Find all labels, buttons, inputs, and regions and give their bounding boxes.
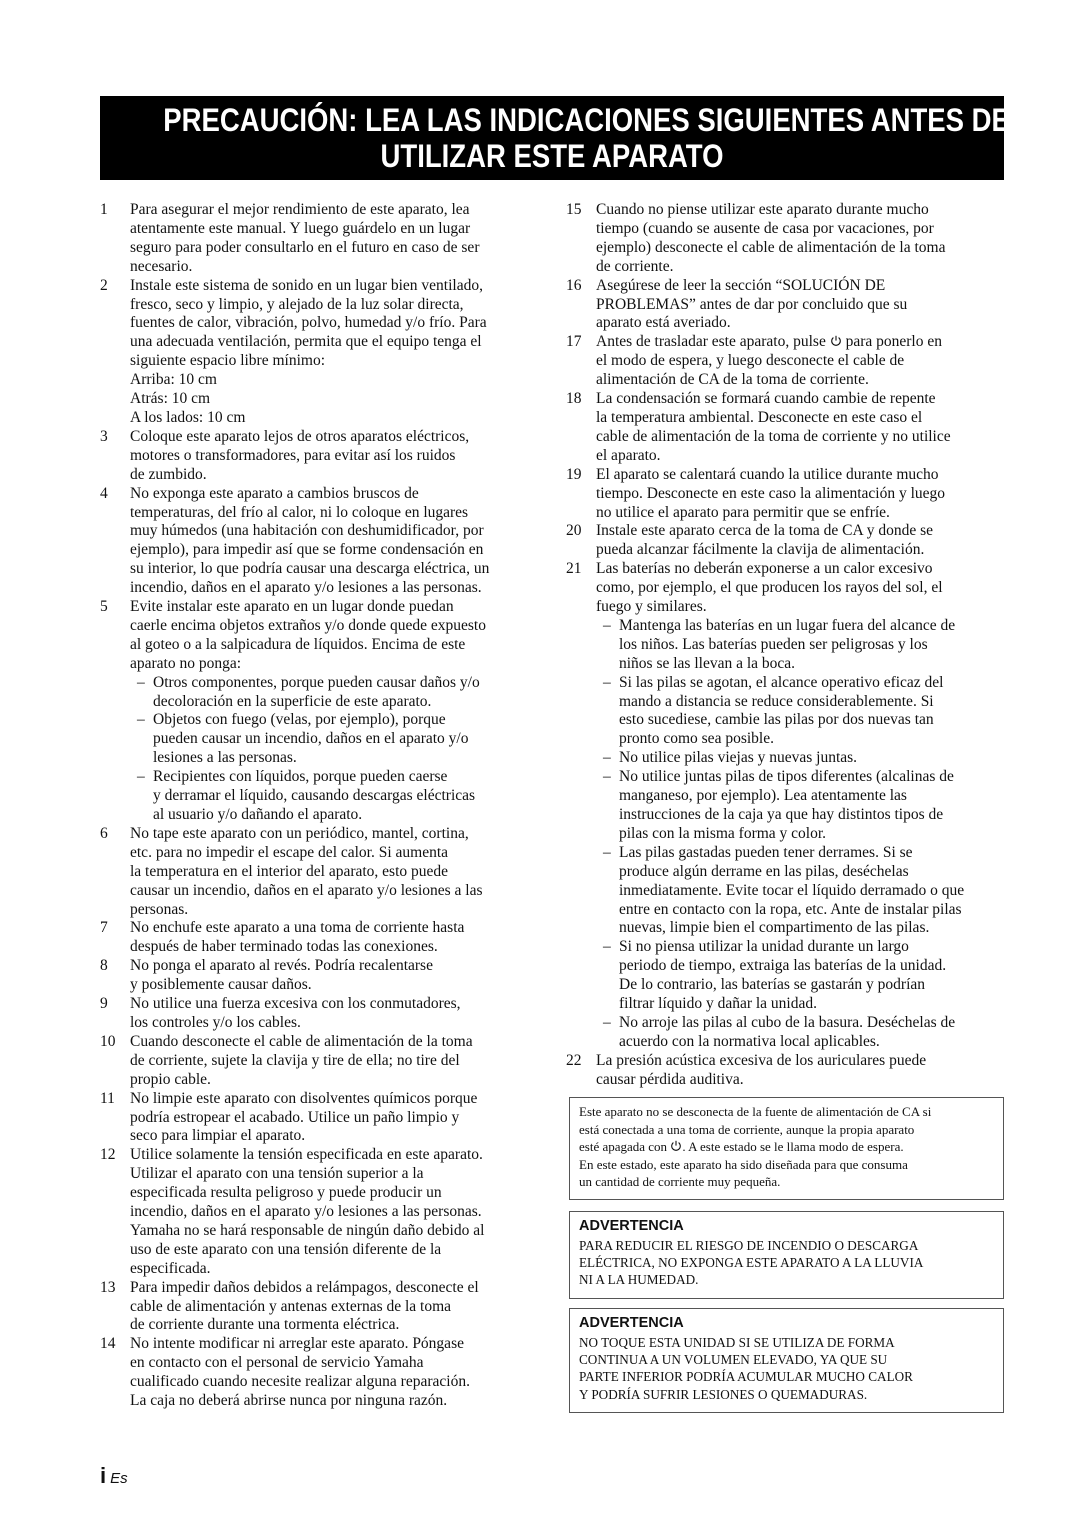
warning-line: ELÉCTRICA, NO EXPONGA ESTE APARATO A LA LLUVIA xyxy=(579,1255,924,1271)
list-item xyxy=(100,485,540,598)
sub-item xyxy=(130,768,540,825)
item-line: Las baterías no deberán exponerse a un calor excesivo xyxy=(596,560,933,578)
sub-item-line: mando a distancia se reduce considerablemente. Si xyxy=(619,692,934,710)
dash-marker: – xyxy=(603,673,611,691)
item-line: aparato no ponga: xyxy=(130,654,242,672)
item-number: 16 xyxy=(566,276,582,294)
list-item xyxy=(566,560,1006,1052)
sub-item xyxy=(596,844,1006,939)
sub-item-line: instrucciones de la caja ya que hay distintos tipos de xyxy=(619,806,944,823)
item-line: Cuando desconecte el cable de alimentación de la toma xyxy=(130,1032,473,1050)
dash-marker: – xyxy=(603,749,611,767)
item-line: Para impedir daños debidos a relámpagos, desconecte el xyxy=(130,1278,479,1296)
sub-item-line: Recipientes con líquidos, porque pueden caerse xyxy=(153,768,448,786)
item-number: 21 xyxy=(566,560,582,578)
item-line: la temperatura en el interior del aparato, esto puede xyxy=(130,862,449,880)
item-line: PROBLEMAS” antes de dar por concluido que su xyxy=(596,295,908,313)
item-text: para ponerlo en xyxy=(845,333,942,351)
item-line: Atrás: 10 cm xyxy=(130,390,211,408)
item-line: propio cable. xyxy=(130,1070,211,1088)
list-item xyxy=(566,522,1006,560)
item-line: el modo de espera, y luego desconecte el cable de xyxy=(596,352,905,370)
language-code: Es xyxy=(110,1470,128,1487)
list-item xyxy=(100,1033,540,1090)
standby-power-icon xyxy=(830,335,842,347)
sub-item-line: pronto como sea posible. xyxy=(619,730,774,748)
sub-item-line: pueden causar un incendio, daños en el aparato y/o xyxy=(153,730,469,748)
page-title-banner xyxy=(100,96,1010,180)
item-line: No enchufe este aparato a una toma de corriente hasta xyxy=(130,919,465,937)
item-line: No tape este aparato con un periódico, mantel, cortina, xyxy=(130,824,469,842)
list-item xyxy=(566,466,1006,523)
item-line: aparato está averiado. xyxy=(596,314,731,332)
item-number: 13 xyxy=(100,1278,116,1296)
item-text: Antes de trasladar este aparato, pulse xyxy=(596,333,826,351)
item-line: al goteo o a la salpicadura de líquidos. Encima de este xyxy=(130,635,466,653)
page-footer xyxy=(100,1463,128,1489)
item-line: No utilice una fuerza excesiva con los conmutadores, xyxy=(130,995,461,1013)
dash-marker: – xyxy=(137,768,145,786)
page-number: i xyxy=(100,1463,107,1488)
item-line: y posiblemente causar daños. xyxy=(130,976,312,994)
item-number: 8 xyxy=(100,957,108,975)
sub-item-line: acuerdo con la normativa local aplicables. xyxy=(619,1032,880,1050)
item-line: la temperatura ambiental. Desconecte en este caso el xyxy=(596,408,923,426)
sub-item xyxy=(596,768,1006,844)
list-item xyxy=(100,598,540,825)
item-line xyxy=(596,333,1006,352)
item-line: incendio, daños en el aparato y/o lesiones a las personas. xyxy=(130,1203,482,1221)
item-line: La caja no deberá abrirse nunca por ninguna razón. xyxy=(130,1392,448,1410)
item-number: 4 xyxy=(100,484,108,502)
sub-item-line: esto sucediese, cambie las pilas por dos nuevas tan xyxy=(619,711,934,729)
list-item xyxy=(100,1146,540,1278)
sub-item-line: manganeso, por ejemplo). Lea atentamente las xyxy=(619,787,907,805)
dash-marker: – xyxy=(137,711,145,729)
note-line: Este aparato no se desconecta de la fuente de alimentación de CA si xyxy=(579,1104,932,1119)
warning-line: NO TOQUE ESTA UNIDAD SI SE UTILIZA DE FORMA xyxy=(579,1335,895,1350)
sub-item-line: y derramar el líquido, causando descargas eléctricas xyxy=(153,787,476,805)
item-line: Utilizar el aparato con una tensión superior a la xyxy=(130,1165,424,1183)
item-line: uso de este aparato con una tensión diferente de la xyxy=(130,1240,442,1258)
sub-item xyxy=(130,674,540,712)
item-number: 10 xyxy=(100,1032,116,1050)
warning-line: CONTINUA A UN VOLUMEN ELEVADO, YA QUE SU xyxy=(579,1352,888,1368)
sub-item-line: Otros componentes, porque pueden causar daños y/o xyxy=(153,673,480,691)
item-number: 3 xyxy=(100,427,108,445)
note-text: esté apagada con xyxy=(579,1139,668,1155)
item-line: Coloque este aparato lejos de otros aparatos eléctricos, xyxy=(130,427,470,445)
sub-item-line: Si no piensa utilizar la unidad durante un largo xyxy=(619,938,909,956)
item-line: especificada resulta peligroso y puede producir un xyxy=(130,1184,442,1202)
item-number: 19 xyxy=(566,465,582,483)
sub-item xyxy=(596,1014,1006,1052)
item-line: tiempo. Desconecte en este caso la alimentación y luego xyxy=(596,484,946,502)
item-line: Para asegurar el mejor rendimiento de este aparato, lea xyxy=(130,201,470,218)
warning-box-heat xyxy=(569,1308,1004,1413)
note-line: En este estado, este aparato ha sido diseñada para que consuma xyxy=(579,1156,908,1172)
warning-text xyxy=(579,1334,994,1403)
item-line: necesario. xyxy=(130,257,193,275)
left-column xyxy=(100,201,540,1411)
sub-item-line: niños se las llevan a la boca. xyxy=(619,654,796,672)
item-line: motores o transformadores, para evitar así los ruidos xyxy=(130,446,456,464)
item-number: 20 xyxy=(566,522,582,540)
item-line: como, por ejemplo, el que producen los rayos del sol, el xyxy=(596,579,943,597)
item-number: 11 xyxy=(100,1089,115,1107)
sub-item-line: los niños. Las baterías pueden ser peligrosas y los xyxy=(619,635,928,653)
sub-item-line: Objetos con fuego (velas, por ejemplo), porque xyxy=(153,711,446,729)
sub-item-line: Mantenga las baterías en un lugar fuera del alcance de xyxy=(619,616,956,634)
note-line: está conectada a una toma de corriente, aunque la propia aparato xyxy=(579,1121,915,1137)
item-line: ejemplo), para impedir así que se forme condensación en xyxy=(130,541,484,559)
item-line: Instale este sistema de sonido en un lugar bien ventilado, xyxy=(130,276,483,294)
sub-item-line: No arroje las pilas al cubo de la basura. Deséchelas de xyxy=(619,1013,956,1031)
item-line: Arriba: 10 cm xyxy=(130,371,217,389)
list-item xyxy=(100,919,540,957)
sub-item xyxy=(596,749,1006,768)
sub-item-line: Si las pilas se agotan, el alcance operativo eficaz del xyxy=(619,673,944,691)
sub-item-line: inmediatamente. Evite tocar el líquido derramado o que xyxy=(619,881,965,899)
item-line: Utilice solamente la tensión especificada en este aparato. xyxy=(130,1146,483,1164)
item-number: 2 xyxy=(100,276,108,294)
standby-power-icon xyxy=(670,1140,682,1152)
item-line: no utilice el aparato para permitir que se enfríe. xyxy=(596,503,890,521)
sub-item-line: pilas con la misma forma y color. xyxy=(619,824,827,842)
sub-item-line: No utilice pilas viejas y nuevas juntas. xyxy=(619,749,858,767)
list-item xyxy=(566,277,1006,334)
item-line: Asegúrese de leer la sección “SOLUCIÓN DE xyxy=(596,276,886,294)
item-line: La presión acústica excesiva de los auriculares puede xyxy=(596,1051,927,1069)
item-line: siguiente espacio libre mínimo: xyxy=(130,352,325,370)
item-line: seco para limpiar el aparato. xyxy=(130,1127,306,1145)
sub-item-line: No utilice juntas pilas de tipos diferentes (alcalinas de xyxy=(619,768,954,786)
sub-item xyxy=(596,674,1006,750)
item-number: 5 xyxy=(100,598,108,616)
item-line: No intente modificar ni arreglar este aparato. Póngase xyxy=(130,1335,464,1353)
dash-marker: – xyxy=(603,843,611,861)
list-item xyxy=(100,428,540,485)
list-item xyxy=(566,1052,1006,1090)
item-line: incendio, daños en el aparato y/o lesiones a las personas. xyxy=(130,579,482,597)
item-line: fuego y similares. xyxy=(596,598,707,616)
sub-item xyxy=(596,938,1006,1014)
item-number: 14 xyxy=(100,1335,116,1353)
item-line: especificada. xyxy=(130,1259,211,1277)
item-line: Yamaha no se hará responsable de ningún daño debido al xyxy=(130,1221,485,1239)
list-item xyxy=(566,390,1006,466)
item-line: su interior, lo que podría causar una descarga eléctrica, un xyxy=(130,560,490,578)
sub-item-line: filtrar líquido y dañar la unidad. xyxy=(619,995,817,1013)
item-line: de corriente, sujete la clavija y tire de ella; no tire del xyxy=(130,1051,460,1069)
sub-item-line: nuevas, limpie bien el compartimento de las pilas. xyxy=(619,919,930,937)
item-line: cable de alimentación de la toma de corriente y no utilice xyxy=(596,427,951,445)
warning-text xyxy=(579,1237,994,1289)
item-line: A los lados: 10 cm xyxy=(130,408,246,426)
sub-item xyxy=(596,617,1006,674)
warning-heading: ADVERTENCIA xyxy=(579,1218,684,1234)
item-line: ejemplo) desconecte el cable de alimentación de la toma xyxy=(596,238,946,256)
dash-marker: – xyxy=(603,768,611,786)
list-item xyxy=(100,1335,540,1411)
item-line: cable de alimentación y antenas externas de la toma xyxy=(130,1297,452,1315)
item-line: No exponga este aparato a cambios bruscos de xyxy=(130,484,419,502)
item-line: atentamente este manual. Y luego guárdelo en un lugar xyxy=(130,219,471,237)
item-line: El aparato se calentará cuando la utilice durante mucho xyxy=(596,465,939,483)
item-line: causar pérdida auditiva. xyxy=(596,1070,744,1088)
dash-marker: – xyxy=(603,1013,611,1031)
item-line: los controles y/o los cables. xyxy=(130,1013,301,1031)
item-line: La condensación se formará cuando cambie de repente xyxy=(596,390,936,408)
item-number: 9 xyxy=(100,995,108,1013)
item-line: Instale este aparato cerca de la toma de CA y donde se xyxy=(596,522,933,540)
item-line: causar un incendio, daños en el aparato y/o lesiones a las xyxy=(130,881,483,899)
item-line: No limpie este aparato con disolventes químicos porque xyxy=(130,1089,478,1107)
dash-marker: – xyxy=(603,616,611,634)
item-line: caerle encima objetos extraños y/o donde quede expuesto xyxy=(130,616,486,634)
list-item xyxy=(100,277,540,428)
page-title-line-2: UTILIZAR ESTE APARATO xyxy=(380,138,724,174)
dash-marker: – xyxy=(603,938,611,956)
warning-line: Y PODRÍA SUFRIR LESIONES O QUEMADURAS. xyxy=(579,1386,868,1402)
sub-item-line: Las pilas gastadas pueden tener derrames. Si se xyxy=(619,843,913,861)
item-line: cualificado cuando necesite realizar alguna reparación. xyxy=(130,1373,470,1391)
item-number: 1 xyxy=(100,201,108,218)
item-line: etc. para no impedir el escape del calor. Si aumenta xyxy=(130,843,449,861)
sub-item-line: periodo de tiempo, extraiga las baterías de la unidad. xyxy=(619,957,947,975)
item-number: 17 xyxy=(566,333,582,351)
page-title-line-1: PRECAUCIÓN: LEA LAS INDICACIONES SIGUIENTES ANTES DE xyxy=(163,102,1010,138)
item-number: 6 xyxy=(100,824,108,842)
list-item xyxy=(566,333,1006,390)
item-line: de corriente. xyxy=(596,257,674,275)
list-item xyxy=(566,201,1006,277)
sub-item xyxy=(130,711,540,768)
warning-line: PARA REDUCIR EL RIESGO DE INCENDIO O DESCARGA xyxy=(579,1238,919,1253)
item-line: en contacto con el personal de servicio Yamaha xyxy=(130,1354,424,1372)
item-line: No ponga el aparato al revés. Podría recalentarse xyxy=(130,957,433,975)
note-line xyxy=(579,1138,994,1156)
item-line: el aparato. xyxy=(596,446,661,464)
sub-item-line: decoloración en la superficie de este aparato. xyxy=(153,692,432,710)
item-number: 7 xyxy=(100,919,108,937)
warning-heading: ADVERTENCIA xyxy=(579,1315,684,1331)
item-line: de corriente durante una tormenta eléctrica. xyxy=(130,1316,400,1334)
standby-note-box xyxy=(569,1097,1004,1200)
item-number: 15 xyxy=(566,201,582,218)
right-column xyxy=(566,201,1006,1090)
item-line: podría estropear el acabado. Utilice un paño limpio y xyxy=(130,1108,460,1126)
item-line: una adecuada ventilación, permita que el equipo tenga el xyxy=(130,333,482,351)
list-item xyxy=(100,201,540,277)
item-line: pueda alcanzar fácilmente la clavija de alimentación. xyxy=(596,541,925,559)
sub-item-line: lesiones a las personas. xyxy=(153,749,297,767)
list-item xyxy=(100,1279,540,1336)
item-line: muy húmedos (una habitación con deshumidificador, por xyxy=(130,522,484,540)
note-line: un cantidad de corriente muy pequeña. xyxy=(579,1174,781,1190)
item-line: fresco, seco y limpio, y alejado de la luz solar directa, xyxy=(130,295,464,313)
item-line: de zumbido. xyxy=(130,465,207,483)
item-line: Cuando no piense utilizar este aparato durante mucho xyxy=(596,201,929,218)
sub-item-line: De lo contrario, las baterías se gastarán y podrían xyxy=(619,976,926,994)
item-number: 22 xyxy=(566,1051,582,1069)
list-item xyxy=(100,995,540,1033)
note-text: . A este estado se le llama modo de espera. xyxy=(682,1139,904,1155)
sub-item-line: entre en contacto con la ropa, etc. Ante de instalar pilas xyxy=(619,900,962,918)
item-number: 18 xyxy=(566,390,582,408)
warning-line: PARTE INFERIOR PODRÍA ACUMULAR MUCHO CALOR xyxy=(579,1369,913,1385)
item-line: temperaturas, del frío al calor, ni lo coloque en lugares xyxy=(130,503,469,521)
sub-item-line: produce algún derrame en las pilas, deséchelas xyxy=(619,862,909,880)
warning-box-fire xyxy=(569,1211,1004,1299)
list-item xyxy=(100,957,540,995)
item-line: fuentes de calor, vibración, polvo, humedad y/o frío. Para xyxy=(130,314,487,332)
item-line: después de haber terminado todas las conexiones. xyxy=(130,938,438,956)
list-item xyxy=(100,825,540,920)
item-line: seguro para poder consultarlo en el futuro en caso de ser xyxy=(130,238,480,256)
item-number: 12 xyxy=(100,1146,116,1164)
item-line: alimentación de CA de la toma de corriente. xyxy=(596,371,869,389)
item-line: personas. xyxy=(130,900,189,918)
warning-line: NI A LA HUMEDAD. xyxy=(579,1272,699,1288)
dash-marker: – xyxy=(137,673,145,691)
list-item xyxy=(100,1090,540,1147)
item-line: Evite instalar este aparato en un lugar donde puedan xyxy=(130,598,454,616)
sub-item-line: al usuario y/o dañando el aparato. xyxy=(153,806,363,823)
item-line: tiempo (cuando se ausente de casa por vacaciones, por xyxy=(596,219,934,237)
